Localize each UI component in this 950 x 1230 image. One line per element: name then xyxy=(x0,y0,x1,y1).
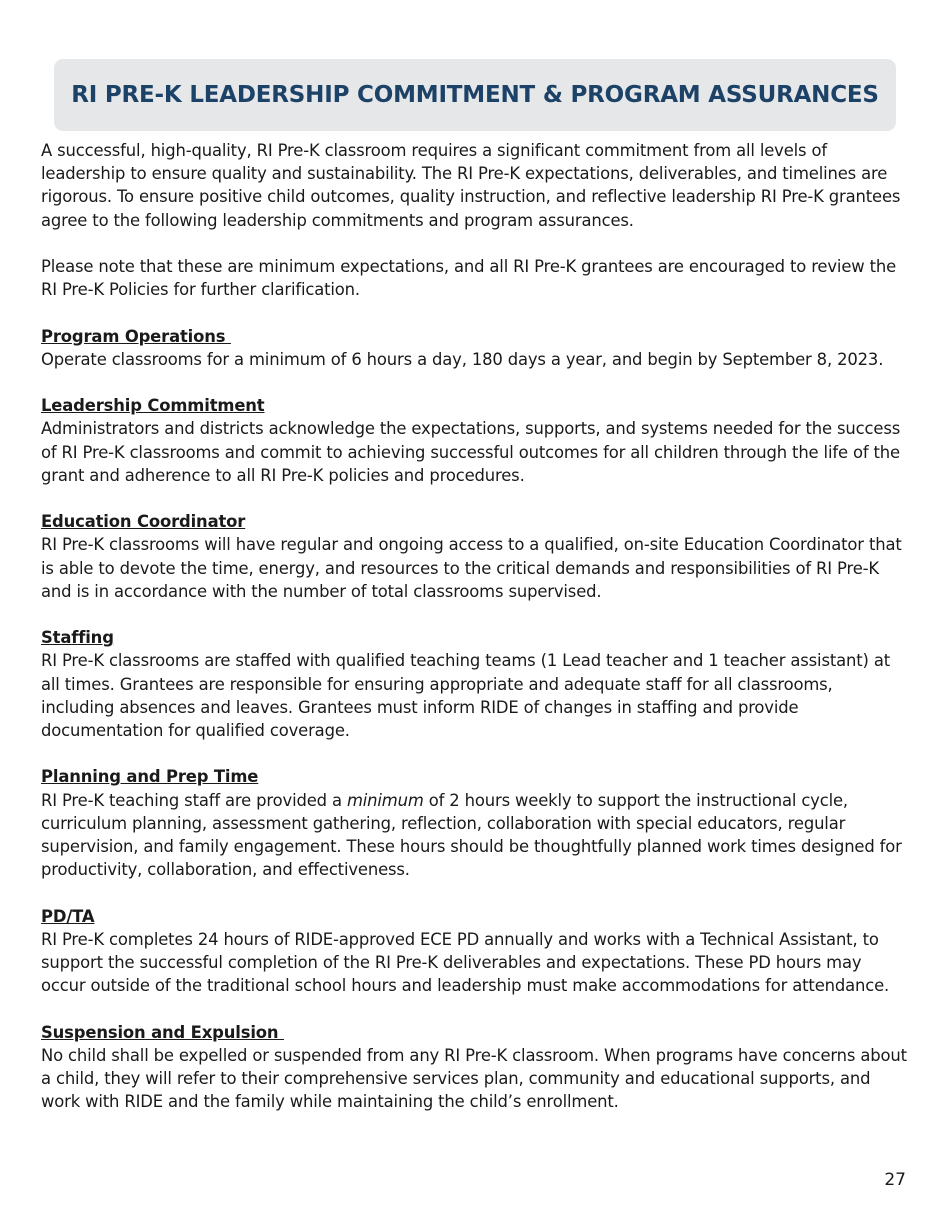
emphasis-text: minimum xyxy=(346,790,424,810)
section-body: Operate classrooms for a minimum of 6 hours a day, 180 days a year, and begin by September 8, 2023. xyxy=(41,349,884,369)
section-education-coordinator xyxy=(41,510,909,603)
intro-paragraph: A successful, high-quality, RI Pre-K classroom requires a significant commitment from all levels of leadership to ensure quality and sustainability. The RI Pre-K expectations, deliverables, and timelines are rigorous. To ensure positive child outcomes, quality instruction, and reflective leadership RI Pre-K grantees agree to the following leadership commitments and program assurances. xyxy=(41,141,901,230)
spacer xyxy=(41,603,909,626)
section-heading: Leadership Commitment xyxy=(41,396,265,416)
section-body: No child shall be expelled or suspended from any RI Pre-K classroom. When programs have concerns about a child, they will refer to their comprehensive services plan, community and educational supports, and work with RIDE and the family while maintaining the child’s enrollment. xyxy=(41,1045,907,1112)
section-staffing xyxy=(41,626,909,742)
title-banner xyxy=(54,59,896,131)
section-body xyxy=(41,789,909,882)
page-number: 27 xyxy=(884,1170,906,1190)
section-body: RI Pre-K classrooms will have regular and ongoing access to a qualified, on-site Education Coordinator that is able to devote the time, energy, and resources to the critical demands and responsibilities of RI Pre-K and is in accordance with the number of total classrooms supervised. xyxy=(41,535,902,601)
spacer xyxy=(41,881,909,904)
document-body xyxy=(41,139,909,1113)
section-program-operations xyxy=(41,325,909,371)
spacer xyxy=(41,997,909,1020)
spacer xyxy=(41,487,909,510)
spacer xyxy=(41,742,909,765)
section-heading: Planning and Prep Time xyxy=(41,767,259,787)
section-body-text: of 2 hours weekly to support the instructional cycle, curriculum planning, assessment gathering, reflection, collaboration with special educators, regular supervision, and family engagement. These hours should be thoughtfully planned work times designed for productivity, collaboration, and effectiveness. xyxy=(41,790,902,880)
section-heading: Education Coordinator xyxy=(41,512,246,532)
section-planning-prep-time xyxy=(41,765,909,881)
section-suspension-expulsion xyxy=(41,1021,909,1114)
section-heading: Suspension and Expulsion xyxy=(41,1022,284,1042)
section-heading: Staffing xyxy=(41,628,114,648)
spacer xyxy=(41,301,909,324)
section-leadership-commitment xyxy=(41,394,909,487)
note-paragraph: Please note that these are minimum expectations, and all RI Pre-K grantees are encouraged to review the RI Pre-K Policies for further clarification. xyxy=(41,257,897,300)
section-body: Administrators and districts acknowledge the expectations, supports, and systems needed for the success of RI Pre-K classrooms and commit to achieving successful outcomes for all children through the life of the grant and adherence to all RI Pre-K policies and procedures. xyxy=(41,419,901,485)
spacer xyxy=(41,232,909,255)
section-pd-ta xyxy=(41,905,909,998)
section-heading: Program Operations xyxy=(41,326,231,346)
section-body: RI Pre-K completes 24 hours of RIDE-approved ECE PD annually and works with a Technical Assistant, to support the successful completion of the RI Pre-K deliverables and expectations. These PD hours may occur outside of the traditional school hours and leadership must make accommodations for attendance. xyxy=(41,929,890,996)
page-title: RI PRE-K LEADERSHIP COMMITMENT & PROGRAM ASSURANCES xyxy=(71,82,879,108)
section-body-text: RI Pre-K teaching staff are provided a xyxy=(41,790,347,810)
section-body: RI Pre-K classrooms are staffed with qualified teaching teams (1 Lead teacher and 1 teacher assistant) at all times. Grantees are responsible for ensuring appropriate and adequate staff for all classrooms, including absences and leaves. Grantees must inform RIDE of changes in staffing and provide documentation for qualified coverage. xyxy=(41,651,891,740)
spacer xyxy=(41,371,909,394)
section-heading: PD/TA xyxy=(41,906,95,926)
